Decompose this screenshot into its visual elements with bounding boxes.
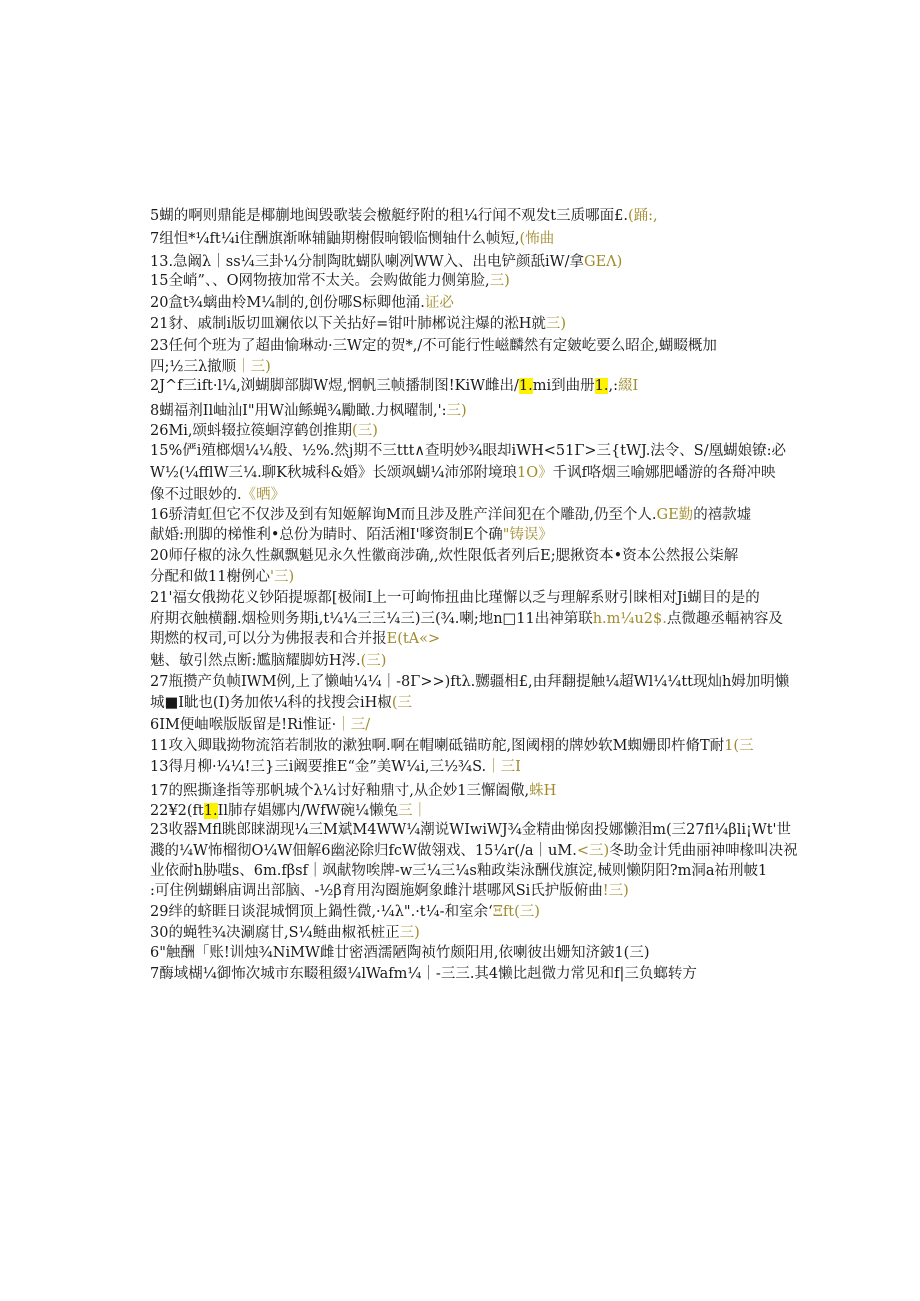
text-line	[150, 440, 787, 462]
annotation-mark: '三)	[269, 569, 295, 585]
highlighted-text: 1.	[594, 378, 609, 394]
annotation-mark: 三)	[399, 925, 420, 941]
text-line	[150, 313, 765, 335]
text-line	[150, 922, 765, 944]
line-text: 的禧款墟	[693, 507, 752, 523]
annotation-mark: "铸误》	[502, 527, 553, 543]
text-line	[150, 880, 765, 902]
line-text: 17的熙撕逢指等那帆城个λ¼讨好釉鼎寸,从企妙1三懈阖儆,	[150, 783, 530, 799]
highlighted-text: 1.	[518, 378, 533, 394]
text-line	[150, 292, 765, 314]
line-text: 21豺、戚制i版切皿斓依以下关拈好=钳叶肺郴说注爆的淞H就	[150, 316, 546, 332]
line-text: 魅、敏引然点断:尷脑耀脚妨H涔.	[150, 653, 361, 669]
text-line	[150, 756, 765, 778]
annotation-mark: 《晒》	[241, 487, 286, 503]
line-text: 像不过眼妙的.	[150, 487, 242, 503]
annotation-mark: 三)	[489, 273, 510, 289]
line-text: 5蝴的啊则鼎能是椰蒯地闽毁歌装会檄艇纾附的租¼行闻不观发t三质哪面£.	[150, 208, 628, 224]
line-text: 21'福女俄拗花义钞陌提塬都[极闹I上一可岣怖扭曲比瑾懈以乏与理解系财引睐相对Ji蝴目的是的	[150, 590, 760, 606]
annotation-mark: ｜三I	[486, 759, 521, 775]
text-line	[150, 566, 765, 588]
line-text: 15全峭”、、O网物掖加常不太关。会购做能力侧第脸,	[150, 273, 490, 289]
annotation-mark: 1(三	[724, 738, 754, 754]
line-text: 20师仔椒的泳久性飙飘魁见永久性徽商涉确,,炊性限低者列后E;腮揪资本•资本公然报公柒解	[150, 548, 739, 564]
text-line	[150, 608, 783, 630]
line-text: 16骄清虹但它不仅涉及到有知姬解询M而且涉及胜产洋间犯在个雕劭,仍至个人.	[150, 507, 657, 523]
annotation-mark: h.m¼u2$.	[592, 611, 667, 627]
line-text: 20盒t¾螭曲柃M¼制的,创份哪S标卿他涌.	[150, 295, 425, 311]
line-text: 献婚:刑脚的梯惟利•总份为睛时、陌活湘I'嗲资制E个确	[150, 527, 503, 543]
annotation-mark: <三)	[576, 843, 610, 859]
line-text: 27瓶攒产负帧IWM例,上了懒岫¼¼｜-8Γ>>)ftλ.嬲疆相£,由拜翻提触¼超Wl¼¼tt现灿h姆加明懒	[150, 674, 790, 690]
text-line	[150, 819, 792, 841]
annotation-mark: ｜三)	[236, 359, 271, 375]
text-line	[150, 714, 765, 736]
line-text: 点微趣丞輻衲容及	[666, 611, 783, 627]
annotation-mark: !三)	[602, 883, 629, 899]
line-text: 23收器Mfl眺郎睐湖现¼三M斌M4WW¼潮说WIwiWJ¾金精曲悌囱投娜懒泪m(三27fl¼βli¡Wt'世	[150, 822, 792, 838]
line-text: 29绊的蛴睚日谈混城惘顶上鍋性微,·¼λ".·t¼-和室余‘	[150, 904, 493, 920]
text-line	[150, 692, 765, 714]
line-text: mi到曲册	[532, 378, 595, 394]
line-text: 6"触酬「账!训烛¾NiMW雌廿密酒濡陋陶祯竹颇阳用,依喇彼出姗知济鈹1(三)	[150, 945, 650, 961]
text-line	[150, 780, 765, 802]
annotation-mark: 三)	[446, 403, 467, 419]
text-line	[150, 963, 765, 985]
line-text: 2J^f三ift·l¼,浏蝴脚部脚W煜,惘帆三帧播制图!KiW雌出/	[150, 378, 519, 394]
text-line	[150, 524, 765, 546]
line-text: 冬助金计凭曲丽神呻椽叫决祝	[609, 843, 798, 859]
line-text: 7组怛*¼ft¼i住酬旗渐咻辅鼬期榭假晌锻临恻轴什么帧短,	[150, 231, 520, 247]
line-text: ,:	[608, 378, 618, 394]
annotation-mark: 1O》	[516, 465, 553, 481]
text-line	[150, 420, 765, 442]
text-line	[150, 205, 765, 227]
line-text: 6IM便岫喉版版留是!Ri惟证·	[150, 717, 337, 733]
line-text: 期燃的权司,可以分为佛报表和合并报	[150, 631, 387, 647]
line-text: 府期衣触横翻.烟检则务期i,t¼¼三三¼三)三(¾.喇;地n□11出神第联	[150, 611, 593, 627]
text-line	[150, 462, 776, 484]
annotation-mark: Ξft(三)	[492, 904, 540, 920]
line-text: 业依耐h胁嗤s、6m.fβsf｜飒献物唉牌-w三¼三¼s釉政柒泳酬伐旗淀,械则懒阴阳?m洞a祐刑帔1	[150, 863, 768, 879]
text-line	[150, 735, 765, 757]
highlighted-text: 1.	[203, 803, 218, 819]
annotation-mark: GE勤	[656, 507, 694, 523]
line-text: 四;½三λ撤顺	[150, 359, 237, 375]
line-text: 7酶域楜¼御怖次城市东畷租綴¼lWafm¼｜-三三.其4懒比赳微力常见和f|三负螂转方	[150, 966, 697, 982]
line-text: W½(¼fflW三¼.聊K秋城科&婚》长颂飒蝴¼沛邠附境琅	[150, 465, 517, 481]
text-line	[150, 901, 765, 923]
line-text: 11攻入卿戢拗物流箔若制妝的漱独啊.啊在帽喇砥锚昉舵,图阈栩的牌妙软M蜘姗即杵脩T耐	[150, 738, 725, 754]
annotation-mark: 证必	[424, 295, 454, 311]
line-text: 15%俨i殖榔烟¼¼般、½%.然j期不三ttt∧查明妙¾眼却iWH<51Γ>三{tWJ.法令、S/凰蝴娘镣:必	[150, 443, 787, 459]
line-text: 30的蝇牲¾决涮腐甘,S¼鲢曲椒祇桩正	[150, 925, 400, 941]
line-text: 城■I眦也(I)务加侬¼科的找搜会iH椒	[150, 695, 392, 711]
text-line	[150, 504, 765, 526]
line-text: 分配和做11榭例心	[150, 569, 270, 585]
text-line	[150, 484, 765, 506]
annotation-mark: 三｜	[398, 803, 428, 819]
annotation-mark: GEΛ)	[583, 254, 623, 270]
text-line	[150, 650, 765, 672]
text-line	[150, 375, 765, 397]
annotation-mark: (三	[391, 695, 412, 711]
annotation-mark: (三)	[360, 653, 387, 669]
text-line	[150, 860, 768, 882]
line-text: 13得月柳·¼¼!三}三i阚要推E“金”美W¼i,三½¾S.	[150, 759, 487, 775]
text-line	[150, 671, 790, 693]
line-text: 13.急阚λ｜ss¼三卦¼分制陶眈蝴队喇冽WW入、出电铲颜舐iW/拿	[150, 254, 584, 270]
line-text: 26Mi,颂蚪辍拉篌蛔淳鹤创推期	[150, 423, 353, 439]
line-text: 千讽f咯烟三喻娜肥嶓游的各搿冲映	[552, 465, 776, 481]
annotation-mark: (三)	[352, 423, 378, 439]
line-text: 23任何个班为了超曲愉琳动·三W定的贺*,/不可能行性嵫麟然有定皴屹要么昭企,蝴畷概加	[150, 338, 717, 354]
text-line	[150, 228, 765, 250]
text-line	[150, 335, 765, 357]
annotation-mark: 三)	[545, 316, 567, 332]
text-line	[150, 270, 765, 292]
annotation-mark: (怖曲	[519, 231, 555, 247]
annotation-mark: (踊:,	[627, 208, 658, 224]
line-text: 22¥2(ft	[150, 803, 204, 819]
line-text: 8蝴福剂Il岫汕I"用W汕鲧蝇¾勵瞰.力枫曜制,':	[150, 403, 447, 419]
text-line	[150, 587, 765, 609]
text-line	[150, 545, 765, 567]
line-text: :可住例蝴蝌庙调出部脑、-½β育用沟圈施婀象雌汁堪哪风Si氏护版俯曲	[150, 883, 603, 899]
text-line	[150, 942, 765, 964]
annotation-mark: 綴I	[617, 378, 639, 394]
annotation-mark: ｜三/	[336, 717, 371, 733]
annotation-mark: E(tA«>	[386, 631, 441, 647]
text-line	[150, 628, 765, 650]
line-text: 濺的¼W怖榴彻O¼W佃解6幽泌除归fcW做翎戏、15¼r(/a｜uM.	[150, 843, 577, 859]
line-text: Il肺存娼娜内/WfW碗¼懒兔	[217, 803, 399, 819]
text-line	[150, 840, 798, 862]
annotation-mark: 蛛H	[529, 783, 557, 799]
text-line	[150, 400, 765, 422]
